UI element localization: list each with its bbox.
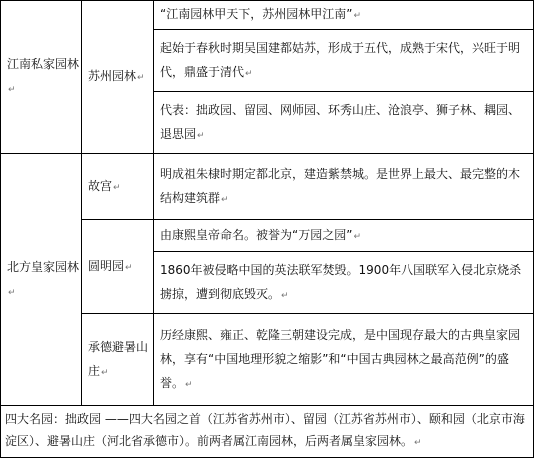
return-mark: ↵: [8, 85, 16, 95]
return-mark: ↵: [137, 73, 145, 83]
subcategory-cell-gugong: [82, 154, 154, 220]
description-text: “江南园林甲天下，苏州园林甲江南”: [160, 7, 353, 21]
category-label: 江南私家园林: [7, 57, 80, 71]
return-mark: ↵: [8, 287, 16, 298]
subcategory-cell-suzhou: [82, 1, 154, 154]
return-mark: ↵: [197, 130, 205, 141]
description-cell: [154, 154, 534, 220]
description-cell: [154, 30, 534, 92]
category-cell-north: [1, 154, 82, 406]
subcategory-label: 承德避暑山庄: [88, 339, 149, 378]
footer-cell: [1, 406, 534, 458]
return-mark: ↵: [414, 438, 422, 448]
description-text: 代表：拙政园、留园、网师园、环秀山庄、沧浪亭、狮子林、耦园、退思园: [160, 102, 521, 141]
description-text: 由康熙皇帝命名。被誉为“万园之园”: [160, 227, 353, 242]
return-mark: ↵: [101, 367, 109, 378]
category-cell-jiangnan: [1, 1, 82, 154]
return-mark: ↵: [353, 231, 361, 242]
footer-text: 四大名园：拙政园 ——四大名园之首（江苏省苏州市）、留园（江苏省苏州市）、颐和园（北京市海淀区）、避暑山庄（河北省承德市）。前两者属江南园林，后两者属皇家园林。: [5, 412, 525, 448]
description-text: 历经康熙、雍正、乾隆三朝建设完成，是中国现存最大的古典皇家园林，享有“中国地理形貌之缩影”和“中国古典园林之最高范例”的盛誉。: [160, 327, 521, 390]
description-cell: [154, 1, 534, 30]
description-text: 起始于春秋时期吴国建都姑苏，形成于五代，成熟于宋代，兴旺于明代，鼎盛于清代: [160, 40, 521, 79]
subcategory-cell-yuanmingyuan: [82, 220, 154, 314]
return-mark: ↵: [113, 182, 121, 193]
subcategory-label: 苏州园林: [88, 69, 137, 83]
subcategory-cell-chengde: [82, 314, 154, 406]
subcategory-label: 故宫: [88, 178, 113, 193]
description-text: 1860年被侵略中国的英法联军焚毁。1900年八国联军入侵北京烧杀掳掠，遭到彻底毁灭。: [160, 262, 522, 301]
table-row: [1, 1, 534, 30]
return-mark: ↵: [125, 262, 133, 273]
category-label: 北方皇家园林: [7, 259, 80, 274]
return-mark: ↵: [281, 290, 289, 301]
table-row: [1, 154, 534, 220]
description-cell: [154, 314, 534, 406]
return-mark: ↵: [221, 194, 229, 205]
description-cell: [154, 252, 534, 314]
return-mark: ↵: [185, 379, 193, 390]
subcategory-label: 圆明园: [88, 258, 125, 273]
description-cell: [154, 92, 534, 154]
return-mark: ↵: [353, 11, 361, 21]
table-row: [1, 406, 534, 458]
description-text: 明成祖朱棣时期定都北京，建造紫禁城。是世界上最大、最完整的木结构建筑群: [160, 166, 521, 205]
description-cell: [154, 220, 534, 252]
return-mark: ↵: [245, 68, 253, 79]
